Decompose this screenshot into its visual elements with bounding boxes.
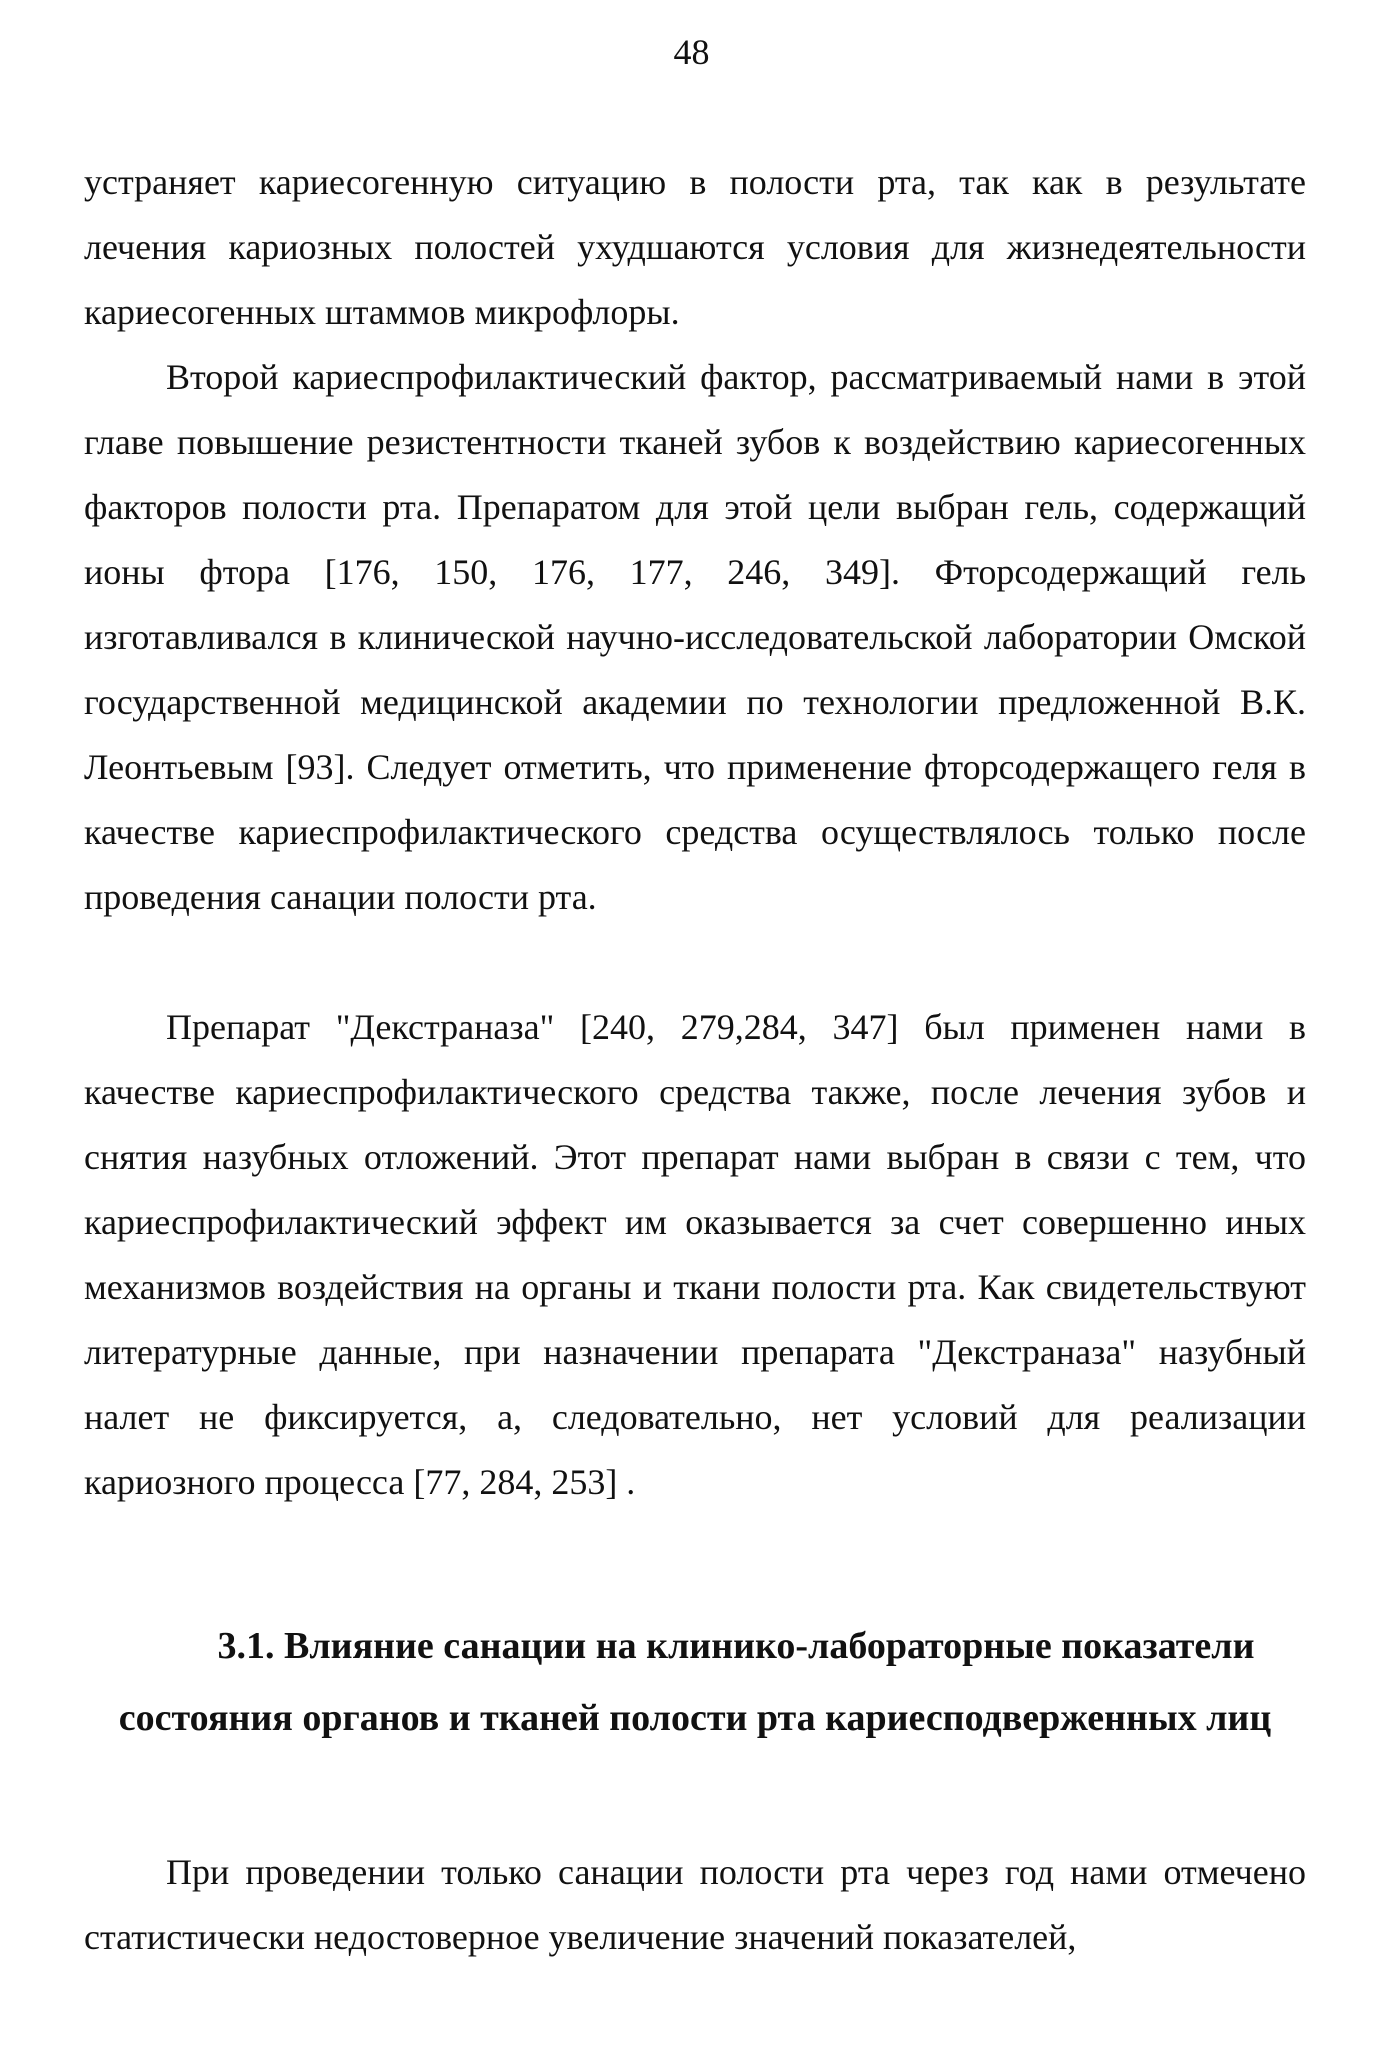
paragraph-text: Второй кариеспрофилактический фактор, рассматриваемый нами в этой главе повышение резистентности тканей зубов к воздействию кариесогенных факторов полости рта. Препаратом для этой цели выбран гель, содержащий ионы фтора [176, 150, 176, 177, 246, 349]. Фторсодержащий гель изготавливался в клинической научно-исследовательской лаборатории Омской государственной медицинской академии по технологии предложенной В.К. Леонтьевым [93]. Следует отметить, что применение фторсодержащего геля в качестве кариеспрофилактического средства осуществлялось только после проведения санации полости рта. xyxy=(84,357,1306,917)
page-number: 48 xyxy=(673,32,710,72)
paragraph-text: При проведении только санации полости рта через год нами отмечено статистически недостоверное увеличение значений показателей, xyxy=(84,1852,1306,1957)
paragraph-text: устраняет кариесогенную ситуацию в полости рта, так как в результате лечения кариозных полостей ухудшаются условия для жизнедеятельности кариесогенных штаммов микрофлоры. xyxy=(84,162,1306,332)
paragraph-dextranase xyxy=(84,995,1306,1515)
section-heading-line-2: состояния органов и тканей полости рта кариесподверженных лиц xyxy=(118,1697,1272,1739)
section-heading-line-1: 3.1. Влияние санации на клинико-лабораторные показатели xyxy=(217,1625,1255,1667)
paragraph-section-start xyxy=(84,1840,1306,1970)
section-heading xyxy=(84,1610,1306,1754)
paragraph-continued xyxy=(84,150,1306,345)
paragraph-fluoride-gel xyxy=(84,345,1306,930)
paragraph-text: Препарат "Декстраназа" [240, 279,284, 347] был применен нами в качестве кариеспрофилактического средства также, после лечения зубов и снятия назубных отложений. Этот препарат нами выбран в связи с тем, что кариеспрофилактический эффект им оказывается за счет совершенно иных механизмов воздействия на органы и ткани полости рта. Как свидетельствуют литературные данные, при назначении препарата "Декстраназа" назубный налет не фиксируется, а, следовательно, нет условий для реализации кариозного процесса [77, 284, 253] . xyxy=(84,1007,1306,1502)
